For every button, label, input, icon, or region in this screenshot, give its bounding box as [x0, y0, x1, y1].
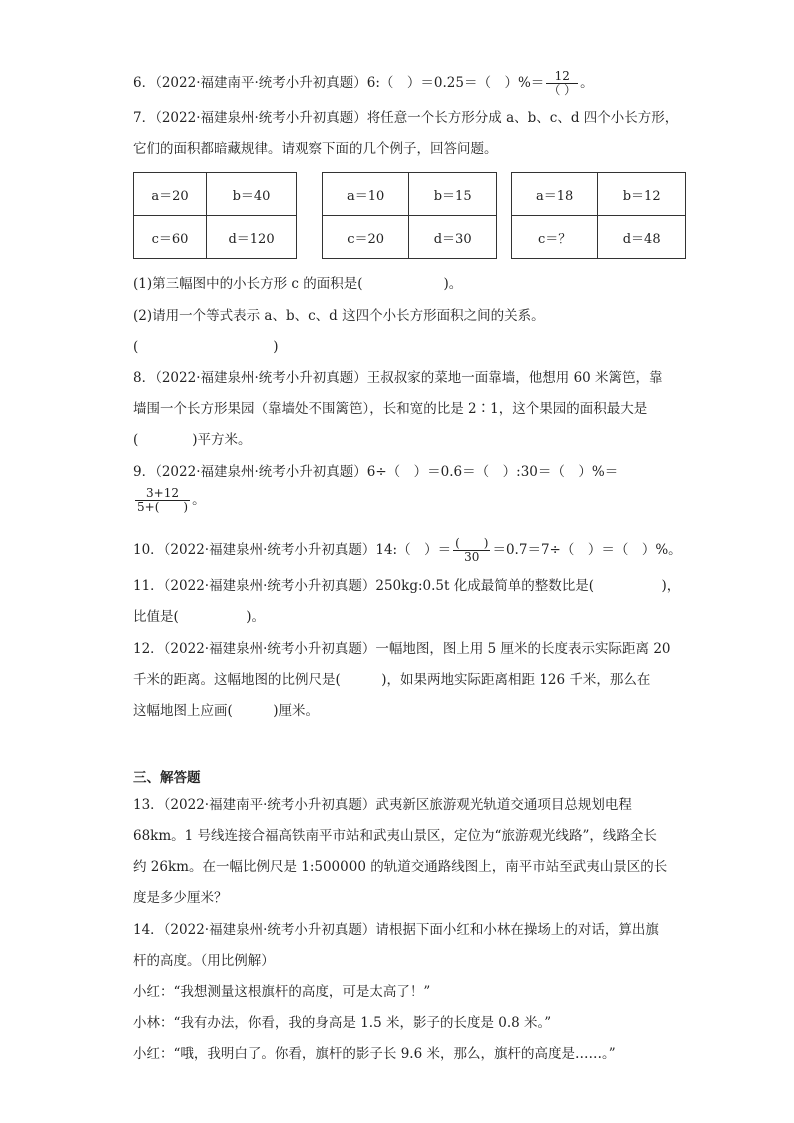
q13-line-4: 度是多少厘米？ [133, 890, 228, 906]
table-cell-a: a＝10 [323, 173, 409, 216]
q10-fraction [453, 537, 490, 564]
q7-line-1: 7．（2022·福建泉州·统考小升初真题）将任意一个长方形分成 a、b、c、d 四个小长方形， [133, 110, 679, 126]
q13-line-3: 约 26km。在一幅比例尺是 1:500000 的轨道交通路线图上，南平市站至武夷山景区的长 [133, 859, 668, 875]
rectangle-table-2 [322, 172, 497, 259]
q7-answer-blank: ( ) [133, 339, 279, 355]
q9-line-1: 9．（2022·福建泉州·统考小升初真题）6÷（ ）＝0.6＝（ ）:30＝（ ）%＝ [133, 464, 619, 480]
table-cell-d: d＝48 [598, 216, 686, 259]
q6-suffix: 。 [580, 75, 594, 91]
rectangle-table-1 [133, 172, 297, 259]
q14-dialogue-2: 小林：“我有办法，你看，我的身高是 1.5 米，影子的长度是 0.8 米。” [133, 1015, 552, 1031]
q12-line-2: 千米的距离。这幅地图的比例尺是( )，如果两地实际距离相距 126 千米，那么在 [133, 672, 651, 688]
table-cell-d: d＝30 [409, 216, 497, 259]
table-cell-c: c＝60 [134, 216, 207, 259]
q8-line-1: 8．（2022·福建泉州·统考小升初真题）王叔叔家的菜地一面靠墙，他想用 60 米篱笆，靠 [133, 370, 663, 386]
table-cell-b: b＝12 [598, 173, 686, 216]
table-cell-a: a＝20 [134, 173, 207, 216]
q14-dialogue-3: 小红：“哦，我明白了。你看，旗杆的影子长 9.6 米，那么，旗杆的高度是……。” [133, 1046, 616, 1062]
q8-line-2: 墙围一个长方形果园（靠墙处不围篱笆），长和宽的比是 2∶1，这个果园的面积最大是 [133, 401, 648, 417]
q10-text: 10．（2022·福建泉州·统考小升初真题）14:（ ）＝ [133, 542, 452, 558]
q7-line-2: 它们的面积都暗藏规律。请观察下面的几个例子，回答问题。 [133, 141, 498, 157]
q12-line-3: 这幅地图上应画( )厘米。 [133, 703, 320, 719]
q6-frac-numerator: 12 [546, 70, 578, 84]
section-heading: 三、解答题 [133, 770, 201, 786]
table-cell-b: b＝40 [207, 173, 297, 216]
q6-frac-denominator: （ ） [548, 83, 577, 97]
q10-suffix: ＝0.7＝7÷（ ）＝（ ）%。 [492, 542, 682, 558]
q12-line-1: 12．（2022·福建泉州·统考小升初真题）一幅地图，图上用 5 厘米的长度表示实际距离 20 [133, 641, 671, 657]
q9-fraction-line [133, 487, 206, 514]
q8-line-3: ( )平方米。 [133, 432, 252, 448]
q9-frac-denominator: 5+( ) [137, 500, 189, 514]
q14-dialogue-1: 小红：“我想测量这根旗杆的高度，可是太高了！” [133, 984, 431, 1000]
q9-suffix: 。 [192, 492, 206, 508]
q9-frac-numerator: 3+12 [135, 487, 190, 501]
question-10 [133, 537, 682, 564]
q13-line-1: 13．（2022·福建南平·统考小升初真题）武夷新区旅游观光轨道交通项目总规划电程 [133, 797, 632, 813]
q7-sub-question-1: (1)第三幅图中的小长方形 c 的面积是( )。 [133, 276, 463, 292]
q7-sub-question-2: (2)请用一个等式表示 a、b、c、d 这四个小长方形面积之间的关系。 [133, 308, 545, 324]
q11-line-2: 比值是( )。 [133, 609, 266, 625]
table-cell-c: c＝？ [512, 216, 598, 259]
q14-line-2: 杆的高度。（用比例解） [133, 953, 275, 969]
q13-line-2: 68km。1 号线连接合福高铁南平市站和武夷山景区，定位为“旅游观光线路”，线路全长 [133, 828, 657, 844]
q6-fraction [546, 70, 578, 97]
q11-line-1: 11．（2022·福建泉州·统考小升初真题）250kg:0.5t 化成最简单的整数比是( )， [133, 578, 681, 594]
table-cell-a: a＝18 [512, 173, 598, 216]
rectangle-table-3 [511, 172, 686, 259]
q14-line-1: 14．（2022·福建泉州·统考小升初真题）请根据下面小红和小林在操场上的对话，算出旗 [133, 922, 659, 938]
table-cell-d: d＝120 [207, 216, 297, 259]
question-6 [133, 70, 594, 97]
q9-fraction [135, 487, 190, 514]
q10-frac-numerator: ( ) [455, 536, 489, 550]
table-cell-c: c＝20 [323, 216, 409, 259]
q10-frac-denominator: 30 [464, 550, 480, 564]
table-cell-b: b＝15 [409, 173, 497, 216]
q6-text: 6．（2022·福建南平·统考小升初真题）6:（ ）＝0.25＝（ ）%＝ [133, 75, 545, 91]
